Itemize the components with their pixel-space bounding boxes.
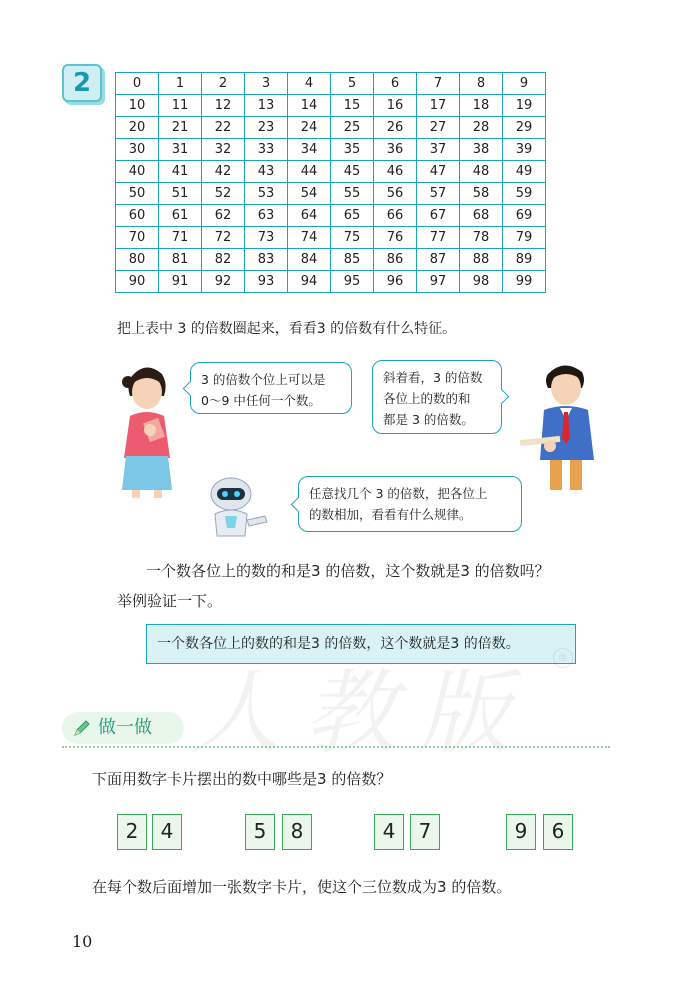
grid-cell: 49	[503, 161, 546, 183]
grid-cell: 20	[116, 117, 159, 139]
grid-row	[116, 205, 546, 227]
grid-cell: 29	[503, 117, 546, 139]
grid-cell: 46	[374, 161, 417, 183]
grid-cell: 24	[288, 117, 331, 139]
grid-cell: 6	[374, 73, 417, 95]
grid-cell: 4	[288, 73, 331, 95]
grid-row	[116, 161, 546, 183]
grid-cell: 98	[460, 271, 503, 293]
grid-cell: 43	[245, 161, 288, 183]
grid-cell: 62	[202, 205, 245, 227]
grid-cell: 25	[331, 117, 374, 139]
conclusion-box: 一个数各位上的数的和是3 的倍数，这个数就是3 的倍数。	[146, 624, 576, 664]
grid-cell: 79	[503, 227, 546, 249]
grid-cell: 86	[374, 249, 417, 271]
grid-cell: 93	[245, 271, 288, 293]
grid-cell: 78	[460, 227, 503, 249]
grid-cell: 66	[374, 205, 417, 227]
number-card: 6	[543, 814, 573, 850]
grid-cell: 65	[331, 205, 374, 227]
grid-row	[116, 227, 546, 249]
grid-cell: 41	[159, 161, 202, 183]
grid-cell: 32	[202, 139, 245, 161]
grid-cell: 89	[503, 249, 546, 271]
number-card: 7	[410, 814, 440, 850]
grid-cell: 8	[460, 73, 503, 95]
grid-cell: 58	[460, 183, 503, 205]
grid-cell: 76	[374, 227, 417, 249]
grid-cell: 85	[331, 249, 374, 271]
girl-bubble-line-1: 3 的倍数个位上可以是	[201, 372, 326, 387]
grid-cell: 38	[460, 139, 503, 161]
grid-cell: 88	[460, 249, 503, 271]
section-title: 做一做	[98, 717, 152, 738]
grid-cell: 95	[331, 271, 374, 293]
girl-speech-bubble	[190, 362, 352, 414]
watermark-decoration: 人教版	[190, 660, 533, 767]
grid-cell: 53	[245, 183, 288, 205]
number-card: 9	[506, 814, 536, 850]
number-card: 8	[282, 814, 312, 850]
grid-row	[116, 73, 546, 95]
grid-cell: 16	[374, 95, 417, 117]
grid-cell: 68	[460, 205, 503, 227]
grid-cell: 73	[245, 227, 288, 249]
grid-cell: 74	[288, 227, 331, 249]
grid-cell: 75	[331, 227, 374, 249]
grid-cell: 22	[202, 117, 245, 139]
girl-bubble-line-2: 0～9 中任何一个数。	[201, 393, 321, 408]
grid-row	[116, 249, 546, 271]
grid-cell: 60	[116, 205, 159, 227]
boy-speech-bubble	[372, 360, 502, 434]
grid-cell: 71	[159, 227, 202, 249]
grid-cell: 10	[116, 95, 159, 117]
grid-cell: 39	[503, 139, 546, 161]
grid-cell: 40	[116, 161, 159, 183]
grid-cell: 69	[503, 205, 546, 227]
grid-cell: 15	[331, 95, 374, 117]
grid-cell: 26	[374, 117, 417, 139]
grid-cell: 14	[288, 95, 331, 117]
boy-bubble-line-1: 斜着看，3 的倍数	[383, 370, 483, 385]
number-card: 2	[117, 814, 147, 850]
grid-cell: 31	[159, 139, 202, 161]
number-card: 4	[152, 814, 182, 850]
grid-row	[116, 95, 546, 117]
grid-cell: 0	[116, 73, 159, 95]
grid-cell: 55	[331, 183, 374, 205]
grid-cell: 37	[417, 139, 460, 161]
robot-bubble-line-1: 任意找几个 3 的倍数，把各位上	[309, 486, 488, 501]
exercise-followup: 在每个数后面增加一张数字卡片，使这个三位数成为3 的倍数。	[92, 878, 512, 896]
question-line-1: 一个数各位上的数的和是3 的倍数，这个数就是3 的倍数吗？	[146, 562, 550, 580]
boy-figure	[520, 360, 610, 492]
grid-cell: 11	[159, 95, 202, 117]
grid-row	[116, 183, 546, 205]
grid-cell: 77	[417, 227, 460, 249]
grid-cell: 87	[417, 249, 460, 271]
grid-cell: 18	[460, 95, 503, 117]
grid-cell: 34	[288, 139, 331, 161]
grid-cell: 9	[503, 73, 546, 95]
grid-cell: 5	[331, 73, 374, 95]
grid-cell: 3	[245, 73, 288, 95]
grid-cell: 90	[116, 271, 159, 293]
page-number: 10	[72, 932, 93, 951]
grid-cell: 17	[417, 95, 460, 117]
grid-cell: 67	[417, 205, 460, 227]
grid-cell: 63	[245, 205, 288, 227]
grid-cell: 97	[417, 271, 460, 293]
registered-mark-icon: ®	[553, 648, 573, 668]
grid-cell: 2	[202, 73, 245, 95]
grid-cell: 61	[159, 205, 202, 227]
problem-number-badge: 2	[62, 64, 102, 102]
section-header	[62, 712, 184, 744]
question-line-2: 举例验证一下。	[117, 592, 223, 610]
instruction-text: 把上表中 3 的倍数圈起来，看看3 的倍数有什么特征。	[117, 321, 457, 337]
grid-cell: 96	[374, 271, 417, 293]
boy-bubble-line-3: 都是 3 的倍数。	[383, 412, 474, 427]
grid-cell: 28	[460, 117, 503, 139]
grid-row	[116, 139, 546, 161]
grid-cell: 72	[202, 227, 245, 249]
grid-cell: 13	[245, 95, 288, 117]
grid-cell: 91	[159, 271, 202, 293]
girl-figure	[112, 362, 182, 500]
grid-cell: 47	[417, 161, 460, 183]
grid-cell: 56	[374, 183, 417, 205]
grid-cell: 35	[331, 139, 374, 161]
grid-cell: 70	[116, 227, 159, 249]
grid-row	[116, 271, 546, 293]
grid-cell: 23	[245, 117, 288, 139]
grid-cell: 45	[331, 161, 374, 183]
grid-cell: 84	[288, 249, 331, 271]
grid-cell: 7	[417, 73, 460, 95]
grid-cell: 94	[288, 271, 331, 293]
grid-cell: 19	[503, 95, 546, 117]
robot-bubble-line-2: 的数相加，看看有什么规律。	[309, 507, 472, 522]
grid-cell: 99	[503, 271, 546, 293]
number-card: 4	[374, 814, 404, 850]
grid-cell: 59	[503, 183, 546, 205]
grid-cell: 64	[288, 205, 331, 227]
number-card: 5	[245, 814, 275, 850]
grid-cell: 30	[116, 139, 159, 161]
boy-bubble-line-2: 各位上的数的和	[383, 391, 471, 406]
grid-cell: 50	[116, 183, 159, 205]
grid-cell: 92	[202, 271, 245, 293]
grid-cell: 42	[202, 161, 245, 183]
hundred-chart	[115, 72, 546, 293]
grid-cell: 51	[159, 183, 202, 205]
grid-cell: 48	[460, 161, 503, 183]
grid-cell: 12	[202, 95, 245, 117]
grid-cell: 81	[159, 249, 202, 271]
grid-cell: 21	[159, 117, 202, 139]
exercise-prompt: 下面用数字卡片摆出的数中哪些是3 的倍数？	[92, 770, 392, 788]
grid-cell: 44	[288, 161, 331, 183]
grid-cell: 54	[288, 183, 331, 205]
robot-figure	[205, 476, 275, 542]
grid-cell: 1	[159, 73, 202, 95]
grid-cell: 33	[245, 139, 288, 161]
grid-row	[116, 117, 546, 139]
grid-cell: 82	[202, 249, 245, 271]
grid-cell: 80	[116, 249, 159, 271]
grid-cell: 27	[417, 117, 460, 139]
grid-cell: 52	[202, 183, 245, 205]
section-divider	[62, 746, 610, 748]
pencil-icon	[72, 718, 92, 738]
grid-cell: 83	[245, 249, 288, 271]
grid-cell: 36	[374, 139, 417, 161]
robot-speech-bubble	[298, 476, 522, 532]
grid-cell: 57	[417, 183, 460, 205]
